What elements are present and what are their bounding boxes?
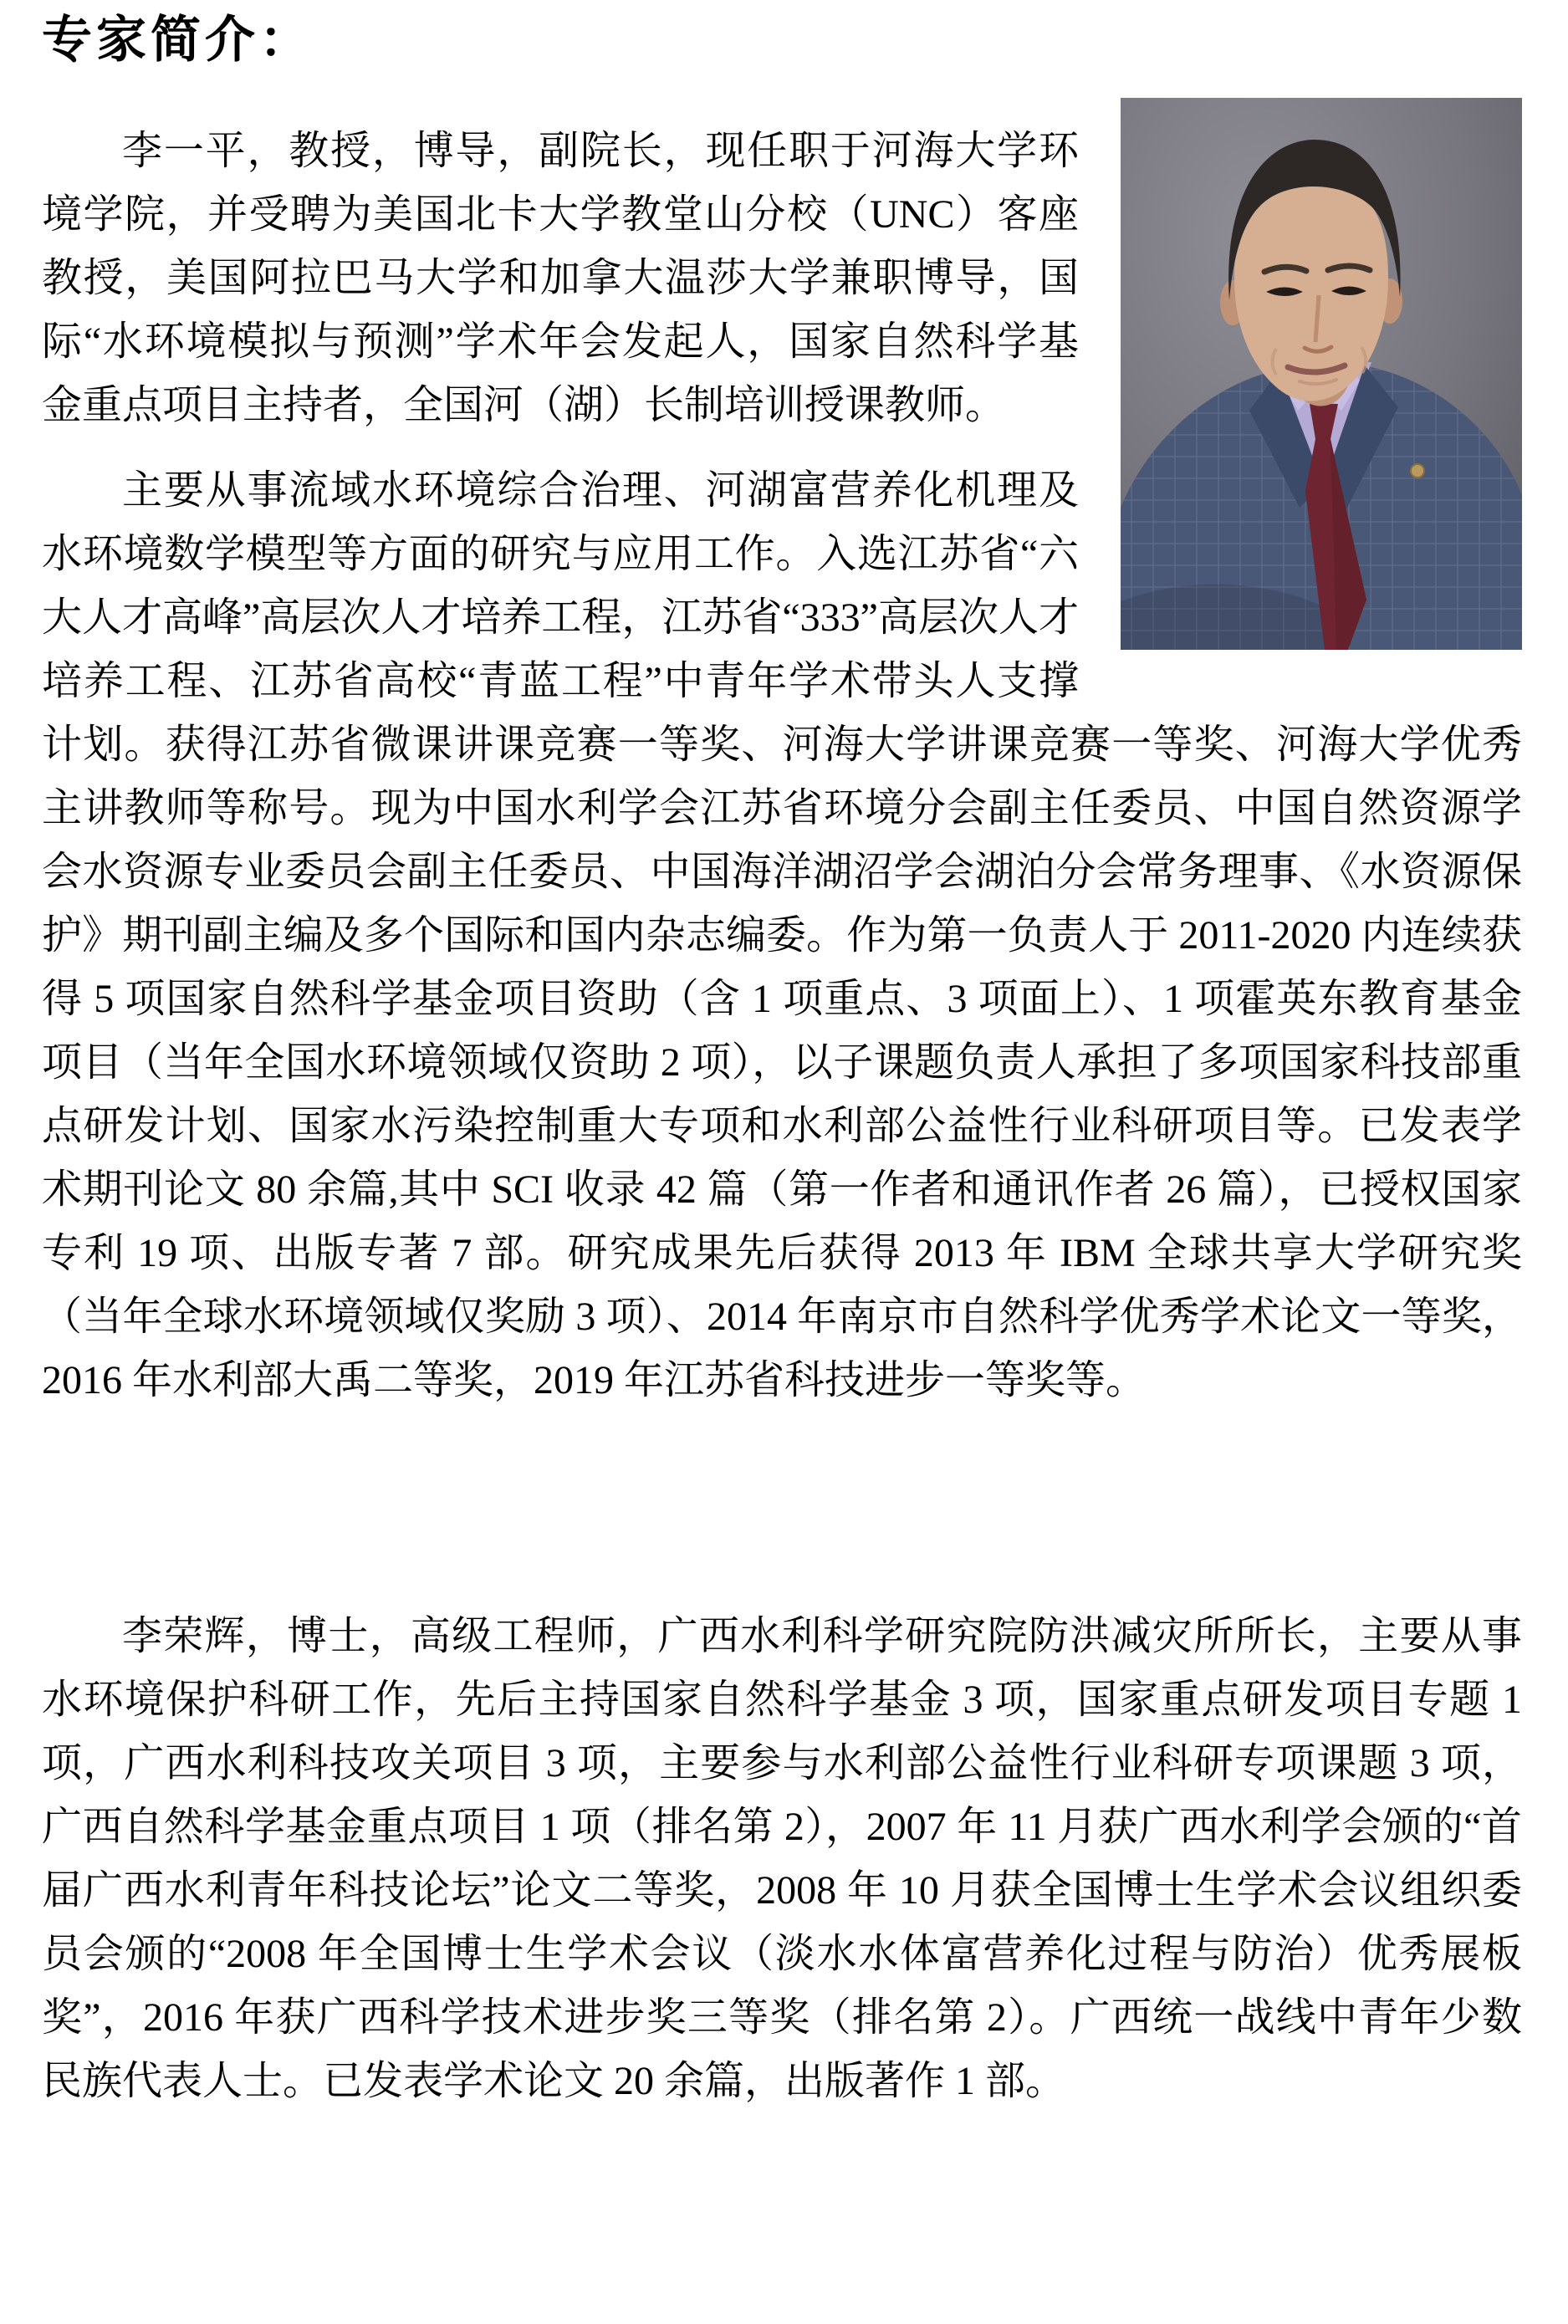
paragraph-li-ronghui: 李荣辉，博士，高级工程师，广西水利科学研究院防洪减灾所所长，主要从事水环境保护科研工作，先后主持国家自然科学基金 3 项，国家重点研发项目专题 1 项，广西水利科技攻关项目 3 项，主要参与水利部公益性行业科研专项课题 3 项，广西自然科学基金重点项目 1 项（排名第 2），2007 年 11 月获广西水利学会颁的“首届广西水利青年科技论坛”论文二等奖，2008 年 10 月获全国博士生学术会议组织委员会颁的“2008 年全国博士生学术会议（淡水水体富营养化过程与防治）优秀展板奖”，2016 年获广西科学技术进步奖三等奖（排名第 2）。广西统一战线中青年少数民族代表人士。已发表学术论文 20 余篇，出版著作 1 部。 (42, 1614, 1522, 2103)
page-title: 专家简介： (42, 13, 314, 68)
portrait-photo (1121, 98, 1522, 650)
paragraph-li-yiping-intro: 李一平，教授，博导，副院长，现任职于河海大学环境学院，并受聘为美国北卡大学教堂山分校（UNC）客座教授，美国阿拉巴马大学和加拿大温莎大学兼职博导，国际“水环境模拟与预测”学术年会发起人，国家自然科学基金重点项目主持者，全国河（湖）长制培训授课教师。 (42, 129, 1079, 427)
portrait-photo-drawing (1121, 98, 1522, 650)
lapel-pin (1411, 464, 1424, 478)
bio-section (42, 120, 1522, 2113)
paragraph-li-yiping-achievements: 主要从事流域水环境综合治理、河湖富营养化机理及水环境数学模型等方面的研究与应用工作。入选江苏省“六大人才高峰”高层次人才培养工程，江苏省“333”高层次人才培养工程、江苏省高校“青蓝工程”中青年学术带头人支撑计划。获得江苏省微课讲课竞赛一等奖、河海大学讲课竞赛一等奖、河海大学优秀主讲教师等称号。现为中国水利学会江苏省环境分会副主任委员、中国自然资源学会水资源专业委员会副主任委员、中国海洋湖沼学会湖泊分会常务理事、《水资源保护》期刊副主编及多个国际和国内杂志编委。作为第一负责人于 2011-2020 内连续获得 5 项国家自然科学基金项目资助（含 1 项重点、3 项面上）、1 项霍英东教育基金项目（当年全国水环境领域仅资助 2 项），以子课题负责人承担了多项国家科技部重点研发计划、国家水污染控制重大专项和水利部公益性行业科研项目等。已发表学术期刊论文 80 余篇,其中 SCI 收录 42 篇（第一作者和通讯作者 26 篇），已授权国家专利 19 项、出版专著 7 部。研究成果先后获得 2013 年 IBM 全球共享大学研究奖（当年全球水环境领域仅奖励 3 项）、2014 年南京市自然科学优秀学术论文一等奖，2016 年水利部大禹二等奖，2019 年江苏省科技进步一等奖等。 (42, 468, 1522, 1402)
